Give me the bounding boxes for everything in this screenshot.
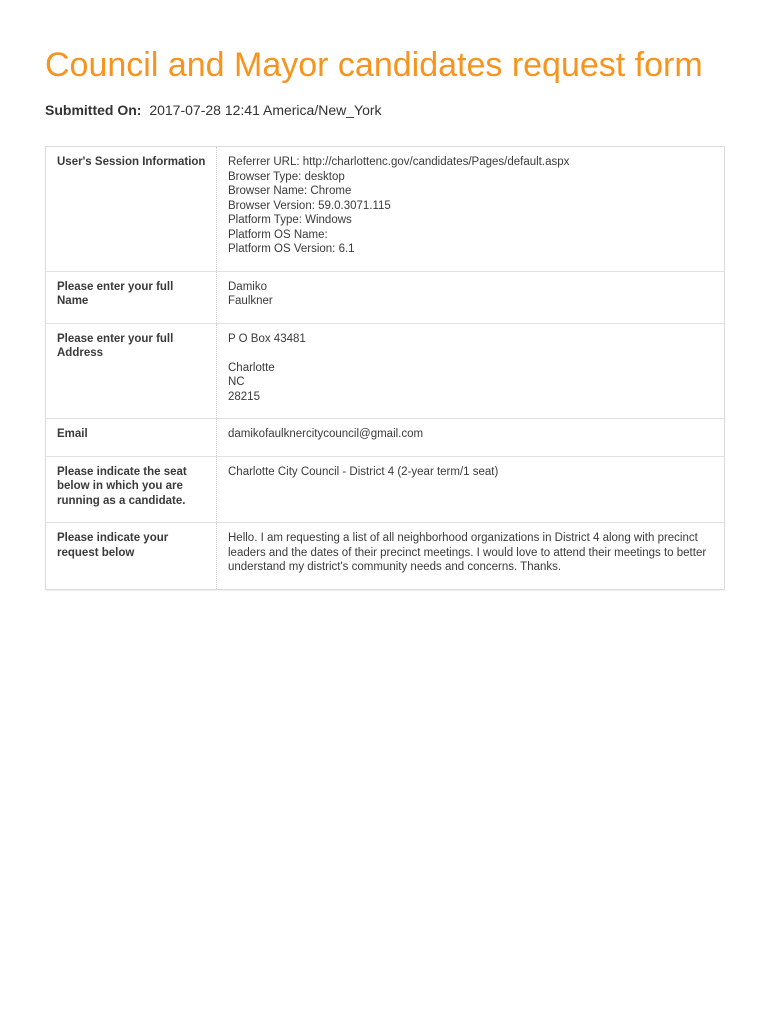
field-value <box>217 419 724 456</box>
field-label: Please enter your full Address <box>46 324 217 419</box>
address-zip: 28215 <box>228 390 260 403</box>
platform-type-line: Platform Type: Windows <box>228 214 352 226</box>
referrer-url-line: Referrer URL: http://charlottenc.gov/candidates/Pages/default.aspx <box>228 156 570 168</box>
address-state: NC <box>228 376 245 388</box>
field-label: Please indicate your request below <box>46 523 217 589</box>
table-row <box>46 456 724 523</box>
submitted-on <box>45 101 382 119</box>
address-line-2 <box>228 346 714 361</box>
field-value <box>217 147 724 271</box>
field-value <box>217 272 724 323</box>
first-name: Damiko <box>228 280 267 293</box>
email-value: damikofaulknercitycouncil@gmail.com <box>228 428 424 440</box>
field-label: Please indicate the seat below in which you are running as a candidate. <box>46 457 217 523</box>
submitted-on-label: Submitted On: <box>45 102 142 118</box>
field-label: User's Session Information <box>46 147 217 271</box>
browser-name-line: Browser Name: Chrome <box>228 185 352 197</box>
table-row <box>46 418 724 456</box>
table-row <box>46 271 724 323</box>
seat-value: Charlotte City Council - District 4 (2-year term/1 seat) <box>228 465 499 478</box>
submission-table <box>45 146 725 590</box>
field-value <box>217 324 724 419</box>
platform-os-version-line: Platform OS Version: 6.1 <box>228 243 355 255</box>
table-row <box>46 522 724 589</box>
table-row <box>46 323 724 419</box>
browser-version-line: Browser Version: 59.0.3071.115 <box>228 199 391 212</box>
last-name: Faulkner <box>228 295 273 307</box>
field-value <box>217 523 724 589</box>
address-line-1: P O Box 43481 <box>228 332 306 345</box>
field-label: Please enter your full Name <box>46 272 217 323</box>
platform-os-name-line: Platform OS Name: <box>228 228 328 241</box>
request-text: Hello. I am requesting a list of all neighborhood organizations in District 4 along with precinct leaders and the dates of their precinct meetings. I would love to attend their meetings to better understand my district's community needs and concerns. Thanks. <box>228 532 707 573</box>
field-label: Email <box>46 419 217 456</box>
submitted-on-value: 2017-07-28 12:41 America/New_York <box>149 102 382 118</box>
browser-type-line: Browser Type: desktop <box>228 170 345 183</box>
field-value <box>217 457 724 523</box>
table-row <box>46 147 724 271</box>
address-city: Charlotte <box>228 361 275 374</box>
page-title: Council and Mayor candidates request form <box>45 46 703 84</box>
